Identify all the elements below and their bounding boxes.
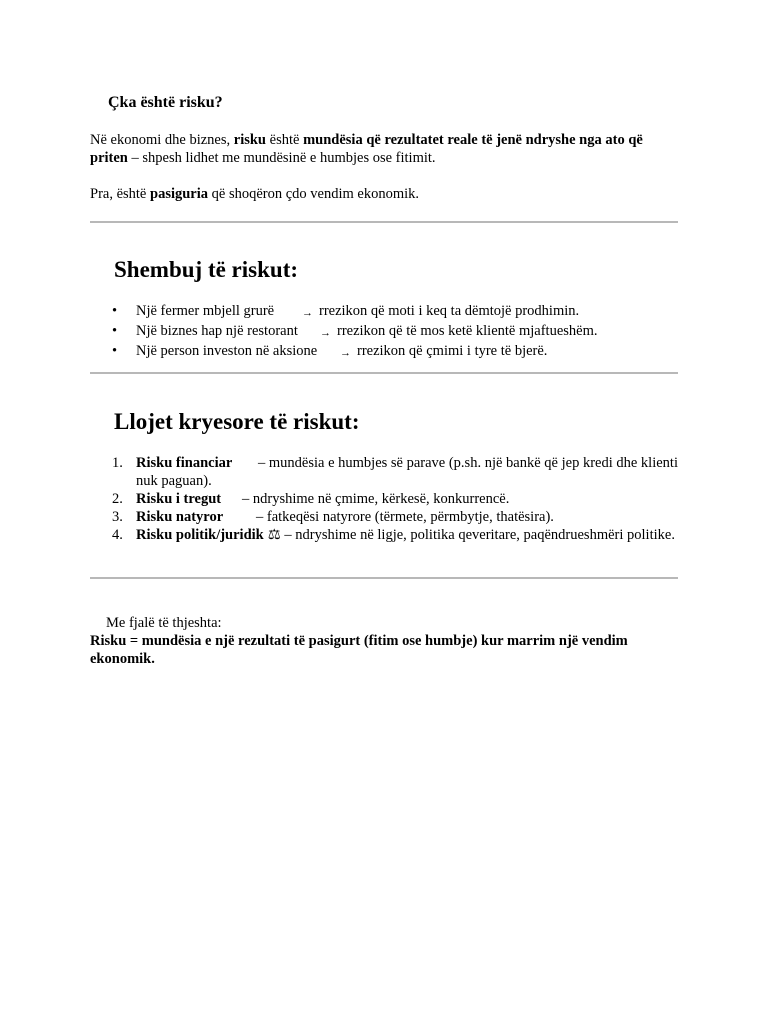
horizontal-divider bbox=[90, 221, 678, 223]
example-subject: Një person investon në aksione bbox=[136, 343, 318, 359]
intro-paragraph-summary bbox=[90, 185, 678, 203]
horizontal-divider bbox=[90, 372, 678, 374]
bold-term-risku: risku bbox=[233, 132, 267, 148]
bullet-icon: • bbox=[112, 323, 118, 339]
risk-type-description: – mundësia e humbjes së parave (p.sh. një bankë që jep kredi dhe klienti nuk paguan). bbox=[136, 455, 678, 489]
list-number: 2. bbox=[112, 491, 123, 507]
list-item bbox=[90, 508, 678, 526]
list-number: 1. bbox=[112, 455, 123, 471]
bold-definition: mundësia që rezultatet reale të jenë ndryshe nga ato që priten bbox=[90, 132, 643, 166]
list-item bbox=[90, 526, 678, 544]
text-run: është bbox=[266, 132, 304, 148]
examples-heading: Shembuj të riskut: bbox=[114, 257, 299, 282]
bullet-icon: • bbox=[112, 343, 118, 359]
risk-type-description: – ndryshime në ligje, politika qeveritare, paqëndrueshmëri politike. bbox=[284, 527, 675, 543]
list-item bbox=[90, 454, 678, 490]
arrow-right-icon: → bbox=[340, 347, 351, 359]
risk-type-name: Risku natyror bbox=[136, 509, 224, 525]
types-heading: Llojet kryesore të riskut: bbox=[114, 409, 360, 434]
risk-type-name: Risku financiar bbox=[136, 455, 233, 471]
examples-list bbox=[90, 302, 678, 362]
example-risk: rrezikon që moti i keq ta dëmtojë prodhimin. bbox=[319, 303, 580, 319]
list-item bbox=[90, 322, 678, 342]
arrow-right-icon: → bbox=[302, 307, 313, 319]
risk-type-name: Risku politik/juridik bbox=[136, 527, 264, 543]
example-risk: rrezikon që të mos ketë klientë mjaftueshëm. bbox=[337, 323, 598, 339]
list-number: 3. bbox=[112, 509, 123, 525]
list-item bbox=[90, 490, 678, 508]
bold-term-pasiguria: pasiguria bbox=[150, 186, 209, 202]
list-number: 4. bbox=[112, 527, 123, 543]
risk-types-list bbox=[90, 454, 678, 544]
summary-definition: Risku = mundësia e një rezultati të pasigurt (fitim ose humbje) kur marrim një vendim ekonomik. bbox=[90, 633, 628, 667]
example-risk: rrezikon që çmimi i tyre të bjerë. bbox=[357, 343, 548, 359]
example-subject: Një biznes hap një restorant bbox=[136, 323, 298, 339]
bullet-icon: • bbox=[112, 303, 118, 319]
risk-type-name: Risku i tregut bbox=[136, 491, 222, 507]
text-run: – shpesh lidhet me mundësinë e humbjes ose fitimit. bbox=[127, 150, 436, 166]
arrow-right-icon: → bbox=[320, 327, 331, 339]
scales-icon: ⚖ bbox=[267, 527, 281, 543]
intro-paragraph-definition bbox=[90, 131, 678, 167]
text-run: Në ekonomi dhe biznes, bbox=[90, 132, 234, 148]
summary-intro: Me fjalë të thjeshta: bbox=[106, 615, 222, 631]
risk-type-description: – ndryshime në çmime, kërkesë, konkurrencë. bbox=[242, 491, 510, 507]
text-run: Pra, është bbox=[90, 186, 150, 202]
horizontal-divider bbox=[90, 577, 678, 579]
example-subject: Një fermer mbjell grurë bbox=[136, 303, 275, 319]
list-item bbox=[90, 302, 678, 322]
intro-heading: Çka është risku? bbox=[108, 94, 223, 111]
text-run: që shoqëron çdo vendim ekonomik. bbox=[208, 186, 420, 202]
list-item bbox=[90, 342, 678, 362]
risk-type-description: – fatkeqësi natyrore (tërmete, përmbytje, thatësira). bbox=[256, 509, 554, 525]
